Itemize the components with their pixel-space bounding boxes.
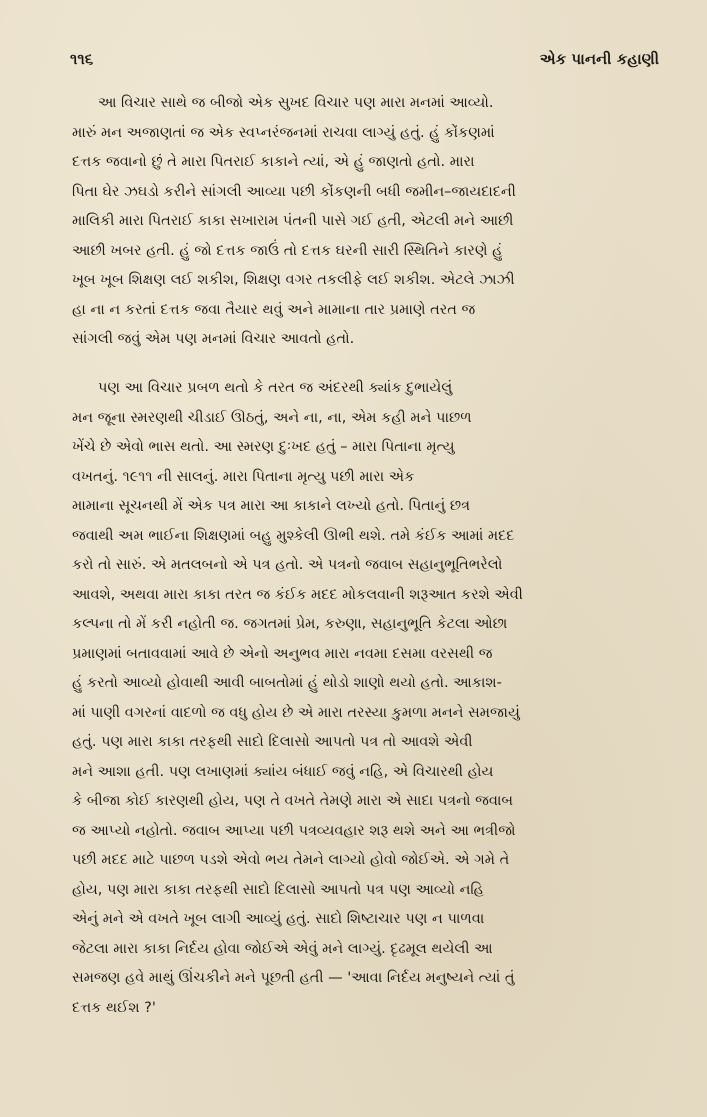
page-header — [70, 50, 659, 76]
text-line: જેટલા મારા કાકા નિર્દય હોવા જોઈએ એવું મને લાગ્યું. દૃઢમૂલ થયેલી આ — [72, 940, 493, 957]
text-line: જ આપ્યો નહોતો. જવાબ આપ્યા પછી પત્રવ્યવહાર શરૂ થશે અને આ ભત્રીજો — [72, 822, 516, 839]
text-line: ખૂબ ખૂબ શિક્ષણ લઈ શકીશ, શિક્ષણ વગર તકલીફે લઈ શકીશ. એટલે ઝાઝી — [72, 272, 515, 288]
text-line: સાંગલી જવું એમ પણ મનમાં વિચાર આવતો હતો. — [72, 331, 355, 347]
text-line: કરો તો સારું. એ મતલબનો એ પત્ર હતો. એ પત્રનો જવાબ સહાનુભૂતિભરેલો — [72, 557, 503, 573]
text-line: માલિકી મારા પિતરાઈ કાકા સખારામ પંતની પાસે ગઈ હતી, એટલી મને આછી — [72, 213, 514, 229]
text-line: મન જૂના સ્મરણથી ચીડાઈ ઊઠતું, અને ના, ના, એમ કહી મને પાછળ — [72, 409, 472, 426]
text-line: મામાના સૂચનથી મેં એક પત્ર મારા આ કાકાને લખ્યો હતો. પિતાનું છત્ર — [72, 498, 471, 514]
text-line: વખતનું. ૧૯૧૧ ની સાલનું. મારા પિતાના મૃત્યુ પછી મારા એક — [72, 468, 415, 485]
text-line: હતું. પણ મારા કાકા તરફથી સાદો દિલાસો આપતો પત્ર તો આવશે એવી — [72, 734, 473, 750]
text-line: મને આશા હતી. પણ લખાણમાં ક્યાંય બંધાઈ જવું નહિ, એ વિચારથી હોય — [72, 763, 494, 780]
text-line: પછી મદદ માટે પાછળ પડશે એવો ભય તેમને લાગ્યો હોવો જોઈએ. એ ગમે તે — [72, 852, 510, 868]
text-line: સમજણ હવે માથું ઊંચકીને મને પૂછતી હતી — 'આવા નિર્દય મનુષ્યને ત્યાં તું — [72, 970, 515, 986]
text-line: એનું મને એ વખતે ખૂબ લાગી આવ્યું હતું. સાદો શિષ્ટાચાર પણ ન પાળવા — [72, 911, 485, 927]
text-line: હા ના ન કરતાં દત્તક જવા તૈયાર થવું અને મામાના તાર પ્રમાણે તરત જ — [72, 301, 476, 318]
text-line: આ વિચાર સાથે જ બીજો એક સુખદ વિચાર પણ મારા મનમાં આવ્યો. — [98, 95, 494, 111]
text-line: દત્તક થઈશ ?' — [72, 999, 156, 1016]
text-line: જવાથી અમ ભાઈના શિક્ષણમાં બહુ મુશ્કેલી ઊભી થશે. તમે કંઈક આમાં મદદ — [72, 527, 515, 544]
page-number: ૧૧૬ — [70, 50, 94, 68]
text-line: કલ્પના તો મેં કરી નહોતી જ. જગતમાં પ્રેમ, કરુણા, સહાનુભૂતિ કેટલા ઓછા — [72, 616, 508, 632]
text-line: આછી ખબર હતી. હું જો દત્તક જાઉં તો દત્તક ઘરની સારી સ્થિતિને કારણે હું — [72, 242, 503, 259]
text-line: ખેંચે છે એવો ભાસ થતો. આ સ્મરણ દુઃખદ હતું – મારા પિતાના મૃત્યુ — [72, 439, 455, 455]
running-title: એક પાનની કહાણી — [539, 50, 659, 68]
text-line: મારું મન અજાણતાં જ એક સ્વપ્નરંજનમાં રાચવા લાગ્યું હતું. હું કોંકણમાં — [72, 124, 495, 141]
text-line: માં પાણી વગરનાં વાદળો જ વધુ હોય છે એ મારા તરસ્યા કુમળા મનને સમજાયું — [72, 704, 520, 721]
text-line: પ્રમાણમાં બતાવવામાં આવે છે એનો અનુભવ મારા નવમા દસમા વરસથી જ — [72, 645, 493, 662]
text-line: કે બીજા કોઈ કારણથી હોય, પણ તે વખતે તેમણે મારા એ સાદા પત્રનો જવાબ — [72, 793, 514, 809]
text-line: પણ આ વિચાર પ્રબળ થતો કે તરત જ અંદરથી ક્યાંક દુભાયેલું — [98, 380, 453, 396]
text-line: આવશે, અથવા મારા કાકા તરત જ કંઈક મદદ મોકલવાની શરૂઆત કરશે એવી — [72, 586, 523, 603]
text-line: હું કરતો આવ્યો હોવાથી આવી બાબતોમાં હું થોડો શાણો થયો હતો. આકાશ- — [72, 675, 502, 691]
text-line: હોય, પણ મારા કાકા તરફથી સાદો દિલાસો આપતો પત્ર પણ આવ્યો નહિ — [72, 881, 484, 898]
text-line: દત્તક જવાનો છું તે મારા પિતરાઈ કાકાને ત્યાં, એ હું જાણતો હતો. મારા — [72, 154, 475, 170]
paragraph-1 — [72, 89, 654, 355]
paragraph-2 — [72, 374, 654, 1023]
text-line: પિતા ઘેર ઝઘડો કરીને સાંગલી આવ્યા પછી કોંકણની બધી જમીન–જાયદાદની — [72, 183, 516, 200]
